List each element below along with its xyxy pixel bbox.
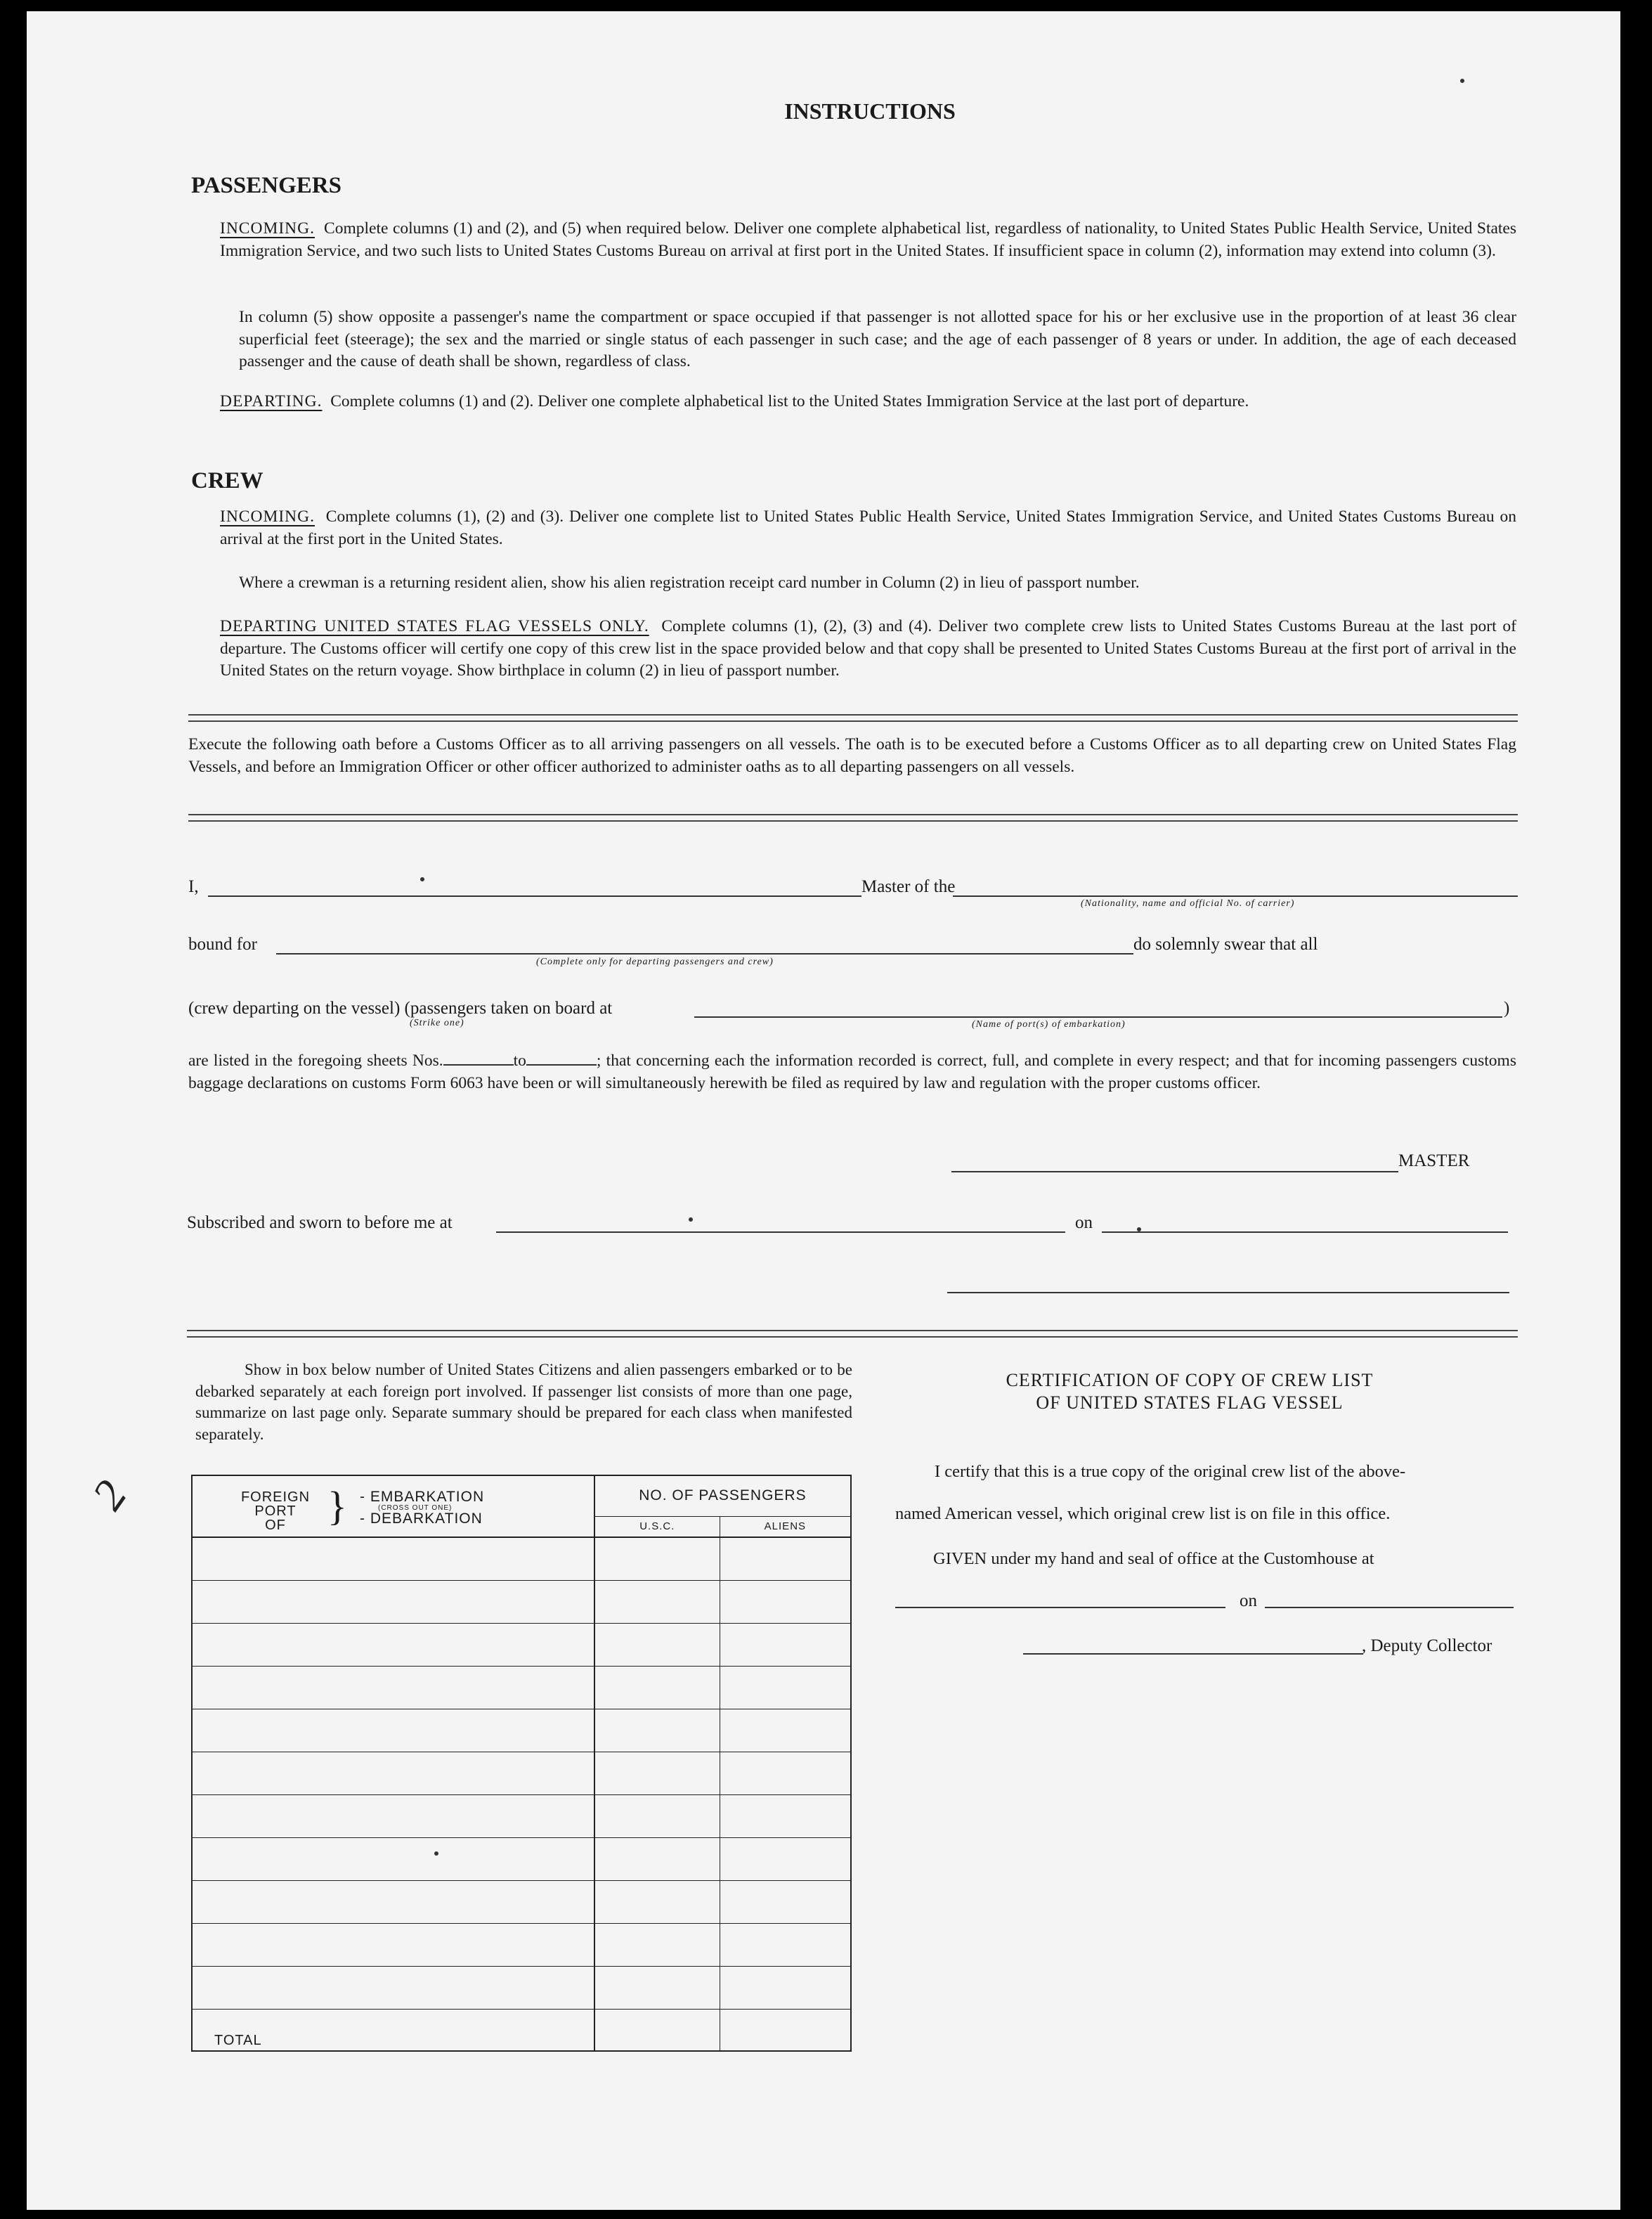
carrier-field[interactable] [953, 895, 1518, 897]
total-row [192, 2009, 851, 2051]
usc-total-cell[interactable] [594, 2009, 720, 2051]
usc-cell[interactable] [594, 1537, 720, 1580]
ports-caption: (Name of port(s) of embarkation) [972, 1019, 1126, 1030]
aliens-cell[interactable] [720, 1537, 851, 1580]
page-title: INSTRUCTIONS [784, 98, 956, 124]
usc-cell[interactable] [594, 1837, 720, 1880]
section-divider [187, 1330, 1518, 1338]
passengers-incoming [220, 218, 1516, 262]
table-row [192, 1966, 851, 2009]
port-cell[interactable] [192, 1880, 594, 1923]
officer-signature-field[interactable] [947, 1292, 1509, 1293]
total-label-cell [192, 2009, 594, 2051]
aliens-cell[interactable] [720, 1709, 851, 1752]
foreign-label: FOREIGN [240, 1489, 311, 1505]
aliens-total-cell[interactable] [720, 2009, 851, 2051]
sworn-date-field[interactable] [1102, 1231, 1508, 1233]
of-label: OF [265, 1518, 286, 1533]
subscribed-label: Subscribed and sworn to before me at [187, 1213, 453, 1232]
scan-speck [1460, 79, 1464, 83]
close-paren: ) [1504, 999, 1510, 1018]
table-row [192, 1537, 851, 1580]
crew-incoming-text: Complete columns (1), (2) and (3). Deliver one complete list to United States Public Health Service, United States Immigration Service, and United States Customs Bureau on arrival at the first port in the United States. [220, 507, 1516, 548]
crew-departing [220, 616, 1516, 682]
crew-departing-label: DEPARTING UNITED STATES FLAG VESSELS ONLY. [220, 617, 649, 635]
certification-heading-line2: OF UNITED STATES FLAG VESSEL [1036, 1392, 1344, 1413]
margin-handwritten-mark: 2 [82, 1471, 136, 1519]
listed-text-b: ; that concerning each the information recorded is correct, full, and complete in every respect; and [596, 1052, 1259, 1070]
scan-speck [1137, 1227, 1141, 1231]
crew-incoming [220, 506, 1516, 550]
aliens-cell[interactable] [720, 1580, 851, 1623]
table-row [192, 1709, 851, 1752]
table-row [192, 1580, 851, 1623]
cert-date-field[interactable] [1265, 1607, 1514, 1608]
port-cell[interactable] [192, 1709, 594, 1752]
scan-speck [434, 1851, 438, 1856]
aliens-cell[interactable] [720, 1923, 851, 1966]
table-row [192, 1837, 851, 1880]
usc-header: U.S.C. [594, 1516, 720, 1537]
deputy-signature-field[interactable] [1023, 1653, 1363, 1655]
passengers-departing [220, 391, 1516, 413]
usc-cell[interactable] [594, 1623, 720, 1666]
listed-text-a: are listed in the foregoing sheets Nos. [188, 1052, 443, 1070]
oath-intro: Execute the following oath before a Customs Officer as to all arriving passengers on all vessels. The oath is to be executed before a Customs Officer as to all departing crew on United States Flag Vessels, and before an Immigration Officer or other officer authorized to administer oaths as to all departing passengers on all vessels. [188, 735, 1516, 776]
cert-on-label: on [1240, 1591, 1257, 1610]
passenger-summary-table [191, 1475, 852, 2052]
port-label: PORT [254, 1503, 297, 1519]
passengers-departing-label: DEPARTING. [220, 392, 323, 410]
usc-cell[interactable] [594, 1580, 720, 1623]
form-page [27, 11, 1620, 2210]
total-label: TOTAL [214, 2033, 262, 2049]
section-divider [188, 714, 1518, 722]
bound-for-field[interactable] [276, 953, 1133, 955]
table-row [192, 1752, 851, 1794]
certification-heading [870, 1369, 1509, 1414]
no-of-passengers-header: NO. OF PASSENGERS [594, 1475, 851, 1516]
port-cell[interactable] [192, 1752, 594, 1794]
aliens-cell[interactable] [720, 1752, 851, 1794]
crew-heading: CREW [191, 468, 264, 493]
port-cell[interactable] [192, 1580, 594, 1623]
section-divider [188, 814, 1518, 822]
port-cell[interactable] [192, 1923, 594, 1966]
passengers-heading: PASSENGERS [191, 173, 342, 198]
usc-cell[interactable] [594, 1880, 720, 1923]
carrier-caption: (Nationality, name and official No. of carrier) [1081, 898, 1295, 909]
port-cell[interactable] [192, 1537, 594, 1580]
table-row [192, 1623, 851, 1666]
usc-cell[interactable] [594, 1752, 720, 1794]
master-name-field[interactable] [208, 895, 861, 897]
deputy-collector-label: , Deputy Collector [1362, 1636, 1492, 1655]
crew-departing-text: Complete columns (1), (2), (3) and (4). Deliver two complete crew lists to United States Customs Bureau at the last port of departure. The Customs officer will certify one copy of this crew list in the space provided below and that copy shall be presented to United States Customs Bureau at the first port of arrival in the United States on the return voyage. Show birthplace in column (2) in lieu of passport number. [220, 617, 1516, 680]
aliens-cell[interactable] [720, 1666, 851, 1709]
aliens-cell[interactable] [720, 1966, 851, 2009]
port-cell[interactable] [192, 1666, 594, 1709]
certify-line1: I certify that this is a true copy of the original crew list of the above- [935, 1462, 1406, 1481]
table-row [192, 1666, 851, 1709]
listed-text-c: that for incoming passengers customs baggage declarations on customs Form 6063 have been or will simultaneously herewith be filed as required by law and regulation with the proper customs officer. [188, 1052, 1516, 1092]
crew-incoming-label: INCOMING. [220, 507, 315, 526]
master-label: MASTER [1398, 1151, 1470, 1170]
scan-speck [420, 877, 424, 881]
passengers-incoming-label: INCOMING. [220, 219, 315, 238]
passengers-incoming-text: Complete columns (1) and (2), and (5) when required below. Deliver one complete alphabetical list, regardless of nationality, to United States Public Health Service, United States Immigration Service, and two such lists to United States Customs Bureau on arrival at first port in the United States. If insufficient space in column (2), information may extend into column (3). [220, 219, 1517, 260]
port-cell[interactable] [192, 1837, 594, 1880]
debarkation-label: - DEBARKATION [360, 1510, 483, 1527]
usc-cell[interactable] [594, 1709, 720, 1752]
bound-for-caption: (Complete only for departing passengers and crew) [536, 957, 774, 967]
usc-cell[interactable] [594, 1966, 720, 2009]
given-text: GIVEN under my hand and seal of office at the Customhouse at [933, 1549, 1374, 1568]
table-row [192, 1923, 851, 1966]
customhouse-field[interactable] [895, 1607, 1225, 1608]
sworn-place-field[interactable] [496, 1231, 1065, 1233]
passengers-column5-text: In column (5) show opposite a passenger's name the compartment or space occupied if that passenger is not allotted space for his or her exclusive use in the proportion of at least 36 clear superficial feet (steerage); the sex and the married or single status of each passenger in such case; and the age of each passenger of 8 years or under. In addition, the age of each deceased passenger and the cause of death shall be shown, regardless of class. [239, 308, 1516, 370]
crew-departing-label: (crew departing on the vessel) (passengers taken on board at [188, 999, 613, 1018]
usc-cell[interactable] [594, 1923, 720, 1966]
usc-cell[interactable] [594, 1666, 720, 1709]
bound-for-label: bound for [188, 935, 257, 954]
port-cell[interactable] [192, 1794, 594, 1837]
passengers-departing-text: Complete columns (1) and (2). Deliver one complete alphabetical list to the United States Immigration Service at the last port of departure. [330, 392, 1249, 410]
table-row [192, 1794, 851, 1837]
master-of-the-label: Master of the [861, 877, 956, 896]
scan-speck [689, 1217, 693, 1222]
aliens-header: ALIENS [720, 1516, 851, 1537]
aliens-cell[interactable] [720, 1623, 851, 1666]
listed-to: to [513, 1052, 526, 1070]
oath-i-label: I, [188, 877, 199, 896]
embarkation-label: - EMBARKATION [360, 1489, 485, 1505]
sworn-on-label: on [1075, 1213, 1093, 1232]
aliens-cell[interactable] [720, 1794, 851, 1837]
sheet-from-field[interactable] [443, 1064, 514, 1066]
aliens-cell[interactable] [720, 1837, 851, 1880]
certify-line2: named American vessel, which original crew list is on file in this office. [895, 1504, 1391, 1523]
crew-resident-text: Where a crewman is a returning resident alien, show his alien registration receipt card number in Column (2) in lieu of passport number. [239, 574, 1140, 592]
strike-caption: (Strike one) [410, 1018, 464, 1028]
certification-heading-line1: CERTIFICATION OF COPY OF CREW LIST [1006, 1370, 1374, 1390]
port-cell[interactable] [192, 1623, 594, 1666]
aliens-cell[interactable] [720, 1880, 851, 1923]
master-signature-field[interactable] [951, 1171, 1398, 1172]
usc-cell[interactable] [594, 1794, 720, 1837]
port-cell[interactable] [192, 1966, 594, 2009]
cross-out-label: (CROSS OUT ONE) [378, 1504, 453, 1512]
brace-icon: } [327, 1483, 347, 1529]
sheet-to-field[interactable] [526, 1064, 597, 1066]
embarkation-ports-field[interactable] [694, 1016, 1502, 1018]
summary-note: Show in box below number of United States Citizens and alien passengers embarked or to be debarked separately at each foreign port involved. If passenger list consists of more than one page, summarize on last page only. Separate summary should be prepared for each class when manifested separately. [195, 1361, 852, 1443]
table-row [192, 1880, 851, 1923]
swear-text: do solemnly swear that all [1133, 935, 1318, 954]
port-header-cell [192, 1475, 594, 1537]
listed-sheets [188, 1050, 1516, 1094]
